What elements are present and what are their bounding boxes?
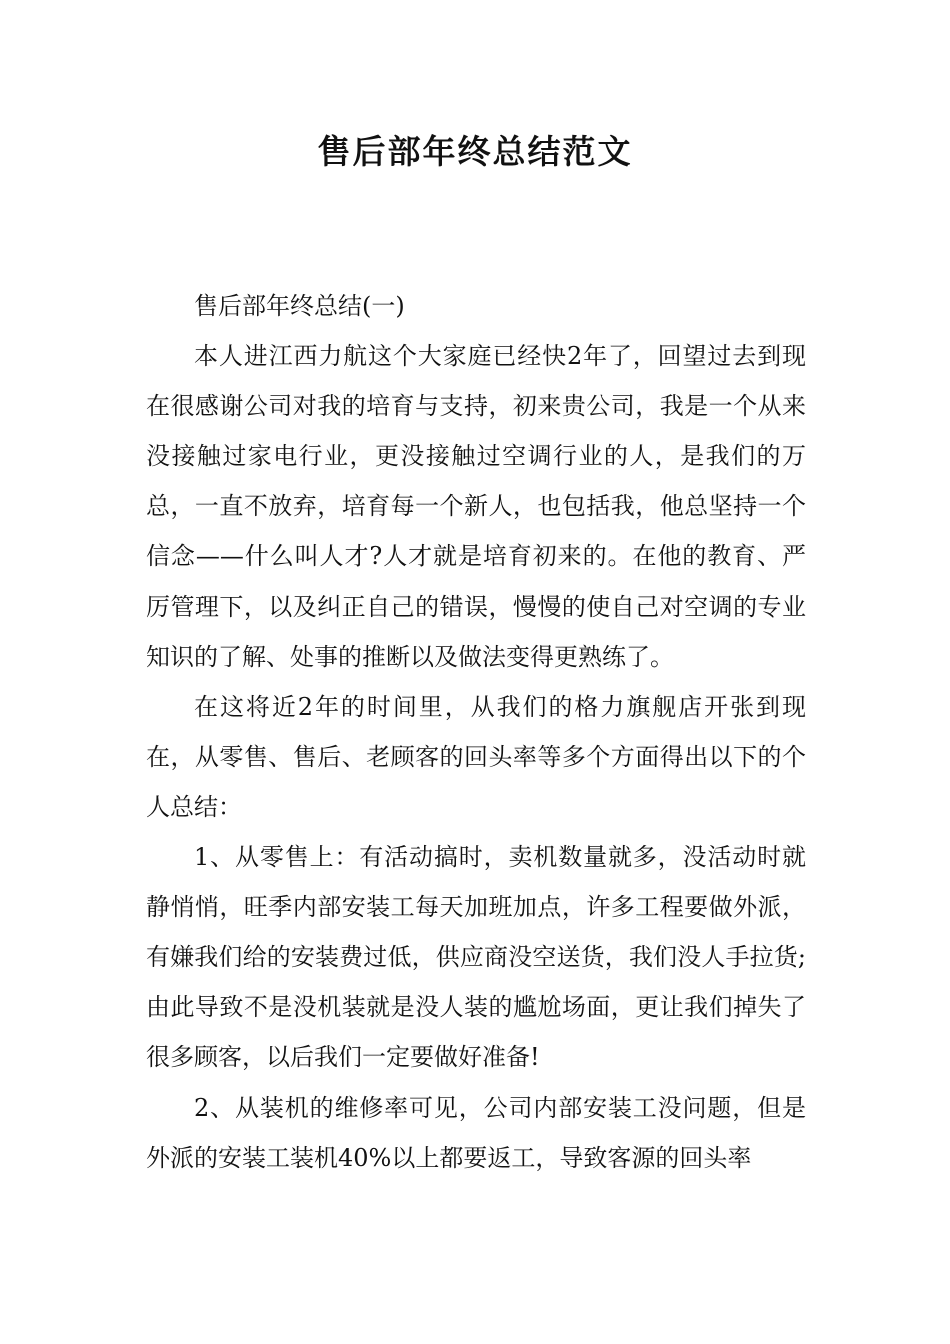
paragraph-intro: 本人进江西力航这个大家庭已经快2年了，回望过去到现在很感谢公司对我的培育与支持，初来贵公司，我是一个从来没接触过家电行业，更没接触过空调行业的人，是我们的万总，一直不放弃，培育每一个新人，也包括我，他总坚持一个信念——什么叫人才?人才就是培育初来的。在他的教育、严厉管理下，以及纠正自己的错误，慢慢的使自己对空调的专业知识的了解、处事的推断以及做法变得更熟练了。 [146, 342, 806, 671]
document-body [146, 281, 806, 1183]
paragraph-point-2: 2、从装机的维修率可见，公司内部安装工没问题，但是外派的安装工装机40%以上都要返工，导致客源的回头率 [146, 1093, 806, 1172]
section-heading: 售后部年终总结(一) [194, 292, 405, 320]
document-title: 售后部年终总结范文 [317, 132, 633, 171]
paragraph-summary: 在这将近2年的时间里，从我们的格力旗舰店开张到现在，从零售、售后、老顾客的回头率等多个方面得出以下的个人总结： [146, 692, 806, 821]
paragraph-point-1: 1、从零售上：有活动搞时，卖机数量就多，没活动时就静悄悄，旺季内部安装工每天加班加点，许多工程要做外派，有嫌我们给的安装费过低，供应商没空送货，我们没人手拉货;由此导致不是没机装就是没人装的尴尬场面，更让我们掉失了很多顾客，以后我们一定要做好准备! [146, 843, 806, 1072]
